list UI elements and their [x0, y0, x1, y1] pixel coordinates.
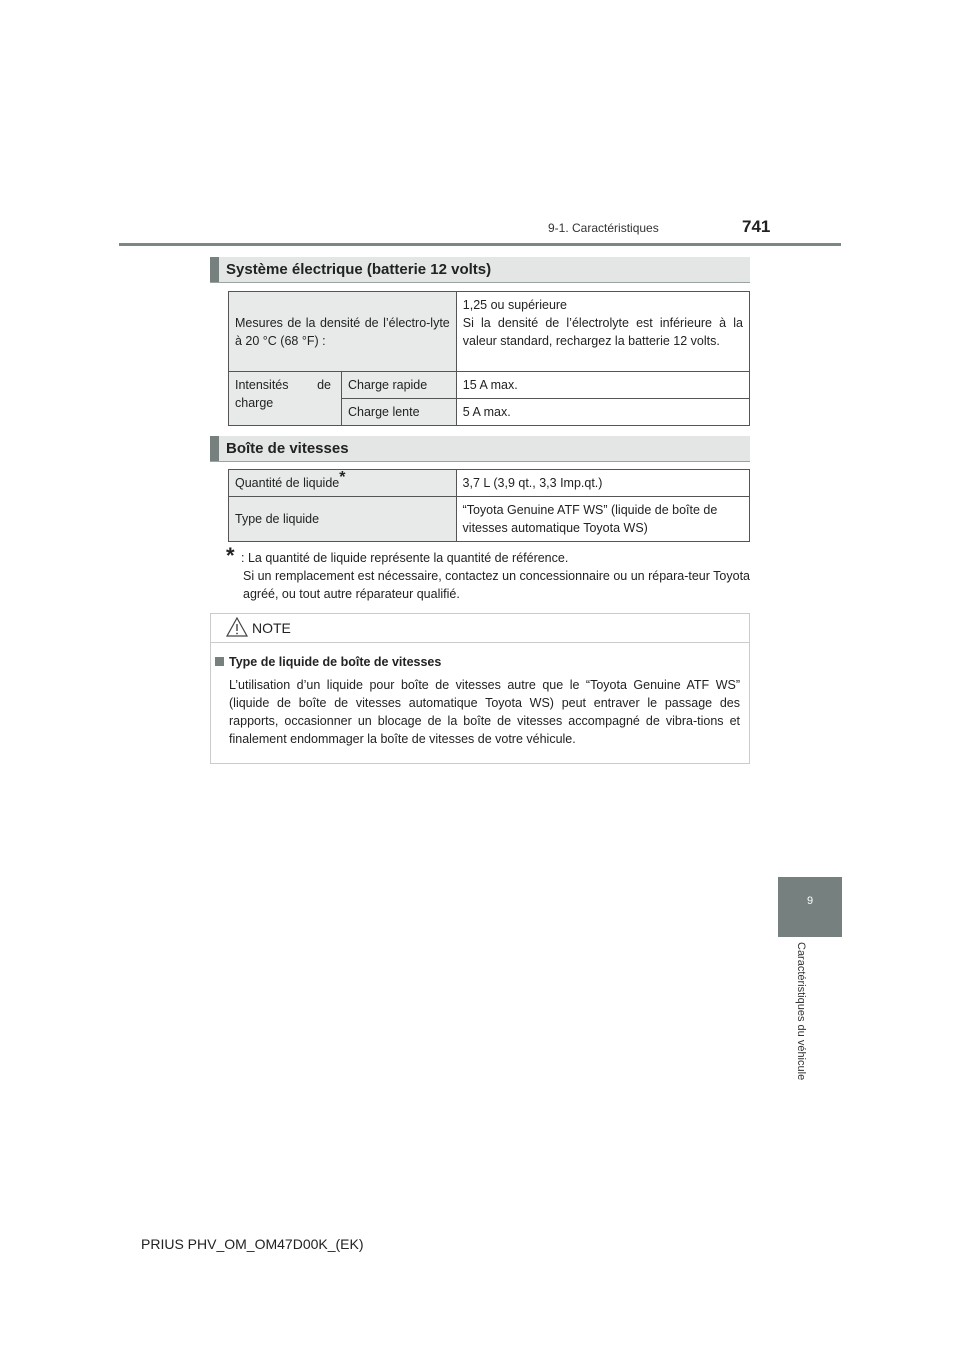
density-value-cell: [456, 292, 749, 372]
electrical-section-title: Système électrique (batterie 12 volts): [226, 261, 492, 278]
fast-charge-label: Charge rapide: [341, 372, 456, 399]
warning-icon: [226, 617, 248, 637]
footnote-line-2: Si un remplacement est nécessaire, contactez un concessionnaire ou un répara-teur Toyota agréé, ou tout autre réparateur qualifié.: [243, 569, 751, 601]
electrical-table: [228, 291, 750, 426]
note-body: L’utilisation d’un liquide pour boîte de vitesses autre que le “Toyota Genuine ATF WS” (liquide de boîte de vitesses automatique Toyota WS) peut entraver le passage des rapports, occasionner un blocage de la boîte de vitesses accompagné de vibra-tions et finalement endommager la boîte de vitesses de votre véhicule.: [229, 678, 740, 746]
fast-charge-value: 15 A max.: [456, 372, 749, 399]
footnote-line-1: : La quantité de liquide représente la quantité de référence.: [241, 551, 569, 565]
density-value-2: Si la densité de l’électrolyte est inférieure à la valeur standard, rechargez la batterie 12 volts.: [462, 316, 743, 348]
section-bar: [210, 436, 219, 461]
chapter-tab: [778, 877, 842, 937]
charge-label: Intensités de charge: [235, 378, 331, 410]
gearbox-section-header: [210, 436, 750, 462]
density-label: Mesures de la densité de l’électro-lyte à 20 °C (68 °F) :: [235, 315, 450, 348]
gearbox-section-title: Boîte de vitesses: [226, 440, 349, 457]
section-header-text: 9-1. Caractéristiques: [548, 221, 659, 235]
quantity-value: 3,7 L (3,9 qt., 3,3 Imp.qt.): [456, 470, 749, 497]
note-divider: [211, 642, 749, 643]
section-bar: [210, 257, 219, 282]
slow-charge-value: 5 A max.: [456, 399, 749, 426]
note-subtitle: Type de liquide de boîte de vitesses: [229, 655, 442, 669]
header-rule: [119, 243, 841, 246]
density-value-1: 1,25 ou supérieure: [462, 298, 568, 312]
chapter-label: Caractéristiques du véhicule: [795, 942, 807, 1081]
gearbox-table: [228, 469, 750, 542]
charge-label-cell: [229, 372, 342, 426]
fluid-type-label: Type de liquide: [229, 497, 457, 542]
fluid-type-value: “Toyota Genuine ATF WS” (liquide de boîte de vitesses automatique Toyota WS): [456, 497, 749, 542]
footnote-star: *: [226, 543, 235, 568]
electrical-section-header: [210, 257, 750, 283]
square-bullet-icon: [215, 657, 224, 666]
density-label-cell: [229, 292, 457, 372]
footnote-text: [233, 549, 750, 603]
footnote-marker: *: [339, 468, 346, 486]
quantity-label: Quantité de liquide: [235, 476, 340, 490]
quantity-label-cell: [229, 470, 457, 497]
document-code: PRIUS PHV_OM_OM47D00K_(EK): [141, 1236, 364, 1252]
page-number: 741: [742, 217, 771, 236]
note-label: NOTE: [252, 620, 291, 636]
chapter-number: 9: [806, 895, 814, 907]
slow-charge-label: Charge lente: [341, 399, 456, 426]
